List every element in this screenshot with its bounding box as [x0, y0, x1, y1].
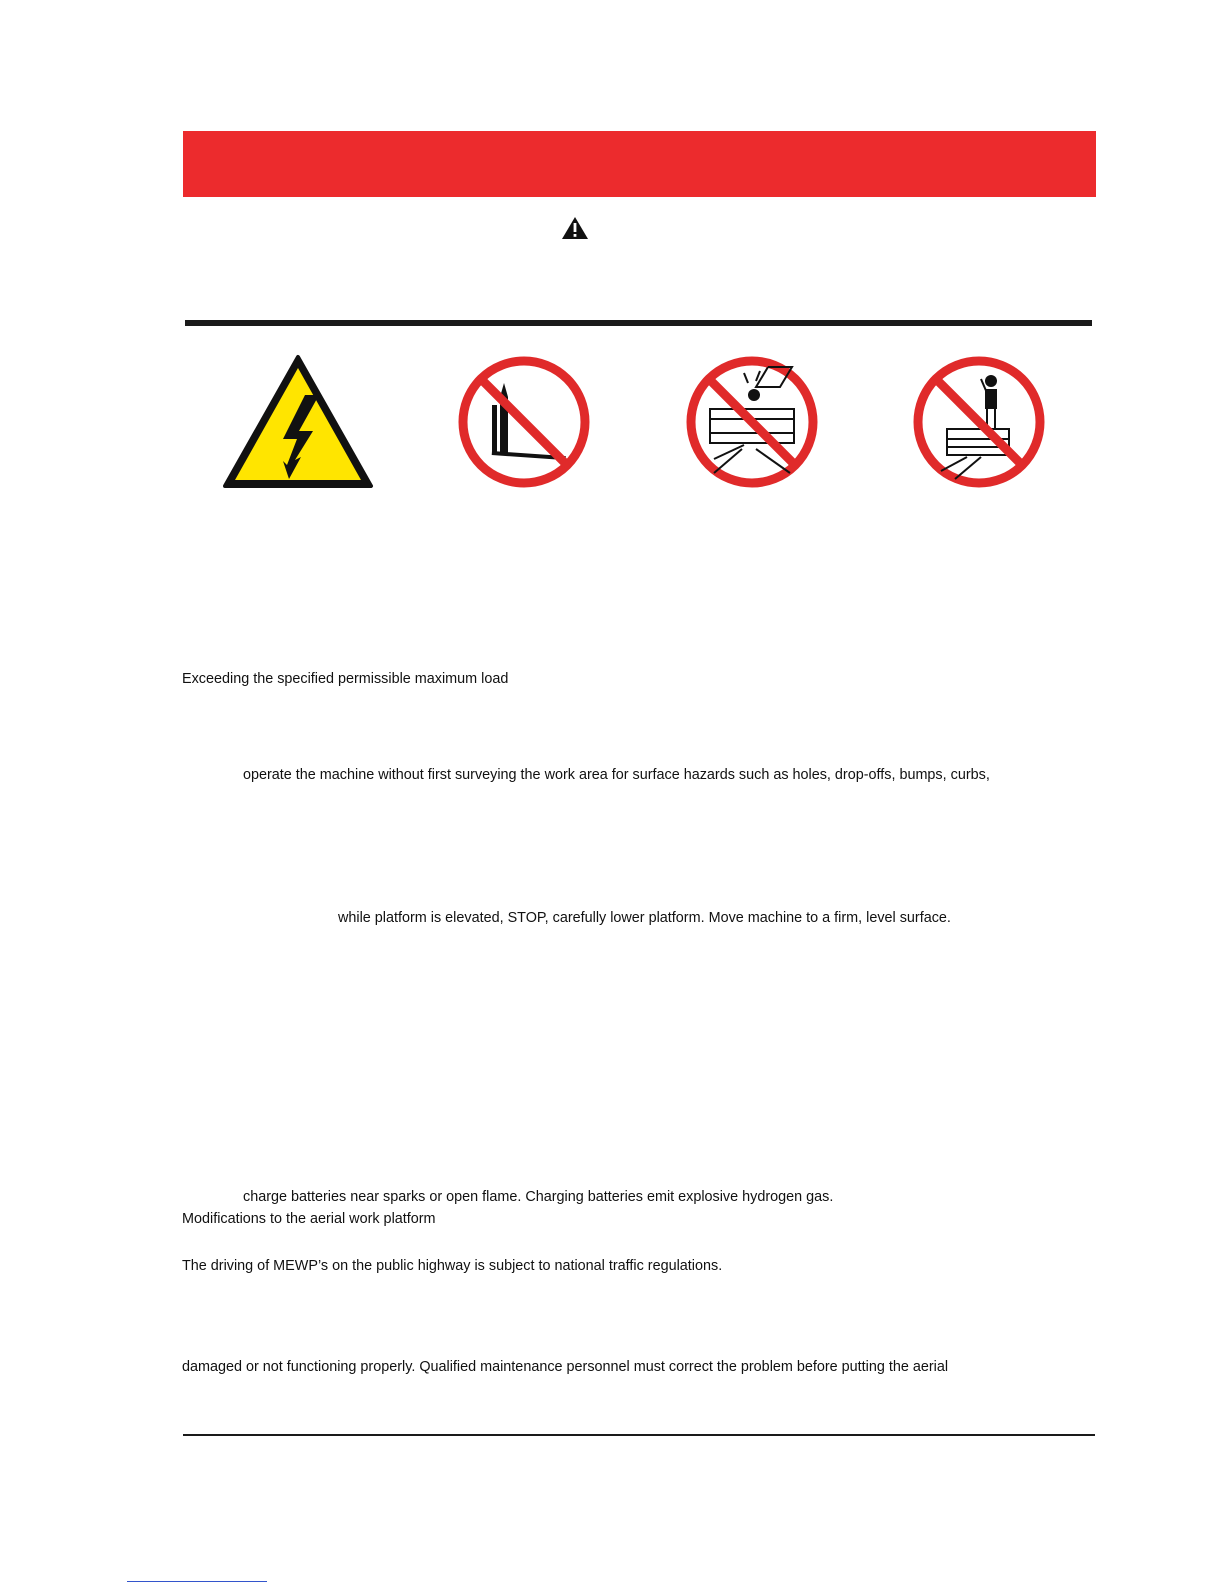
electrocution-hazard-icon — [221, 353, 375, 491]
battery-charging-text: charge batteries near sparks or open flame. Charging batteries emit explosive hydrogen gas. — [243, 1189, 834, 1205]
footer-divider — [183, 1434, 1095, 1436]
no-crushing-overhead-icon — [684, 353, 820, 491]
stop-lower-platform-text: while platform is elevated, STOP, carefully lower platform. Move machine to a firm, level surface. — [338, 910, 951, 926]
public-highway-text: The driving of MEWP’s on the public highway is subject to national traffic regulations. — [182, 1258, 723, 1274]
footer-link-underline — [127, 1581, 267, 1582]
modifications-text: Modifications to the aerial work platform — [182, 1211, 436, 1227]
survey-work-area-text: operate the machine without first surveying the work area for surface hazards such as holes, drop-offs, bumps, curbs, — [243, 767, 990, 783]
no-climbing-guardrail-icon — [911, 353, 1047, 491]
danger-banner — [183, 131, 1096, 197]
max-load-text: Exceeding the specified permissible maximum load — [182, 671, 509, 687]
damaged-machine-text: damaged or not functioning properly. Qualified maintenance personnel must correct the problem before putting the aerial — [182, 1359, 949, 1375]
warning-triangle-icon — [561, 216, 589, 240]
header-divider — [185, 320, 1092, 326]
no-tipping-icon — [456, 353, 592, 491]
